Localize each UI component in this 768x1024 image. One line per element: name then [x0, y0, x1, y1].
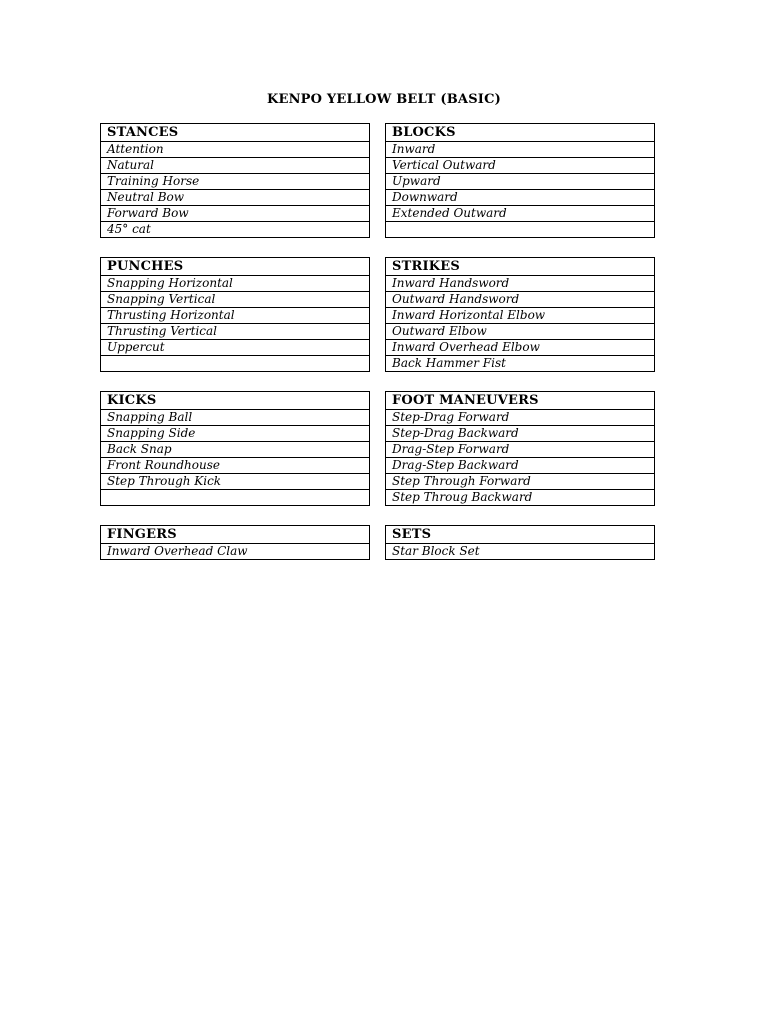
table-row [386, 490, 655, 506]
technique-item: Neutral Bow [101, 190, 370, 206]
technique-item: Step Through Kick [101, 474, 370, 490]
technique-item [386, 222, 655, 238]
table-row [386, 206, 655, 222]
technique-item: Inward Handsword [386, 276, 655, 292]
section-heading: FOOT MANEUVERS [386, 392, 655, 410]
table-row [101, 458, 370, 474]
section-heading: STANCES [101, 124, 370, 142]
technique-item: 45° cat [101, 222, 370, 238]
table-row [386, 544, 655, 560]
table-row [101, 426, 370, 442]
technique-item: Inward Overhead Claw [101, 544, 370, 560]
table-row [386, 426, 655, 442]
technique-item: Step-Drag Forward [386, 410, 655, 426]
technique-item: Vertical Outward [386, 158, 655, 174]
technique-item: Drag-Step Backward [386, 458, 655, 474]
table-row [101, 324, 370, 340]
table-row [101, 356, 370, 372]
technique-item: Snapping Ball [101, 410, 370, 426]
table-row [101, 222, 370, 238]
technique-item: Forward Bow [101, 206, 370, 222]
table-row [101, 308, 370, 324]
technique-item: Upward [386, 174, 655, 190]
table-row [101, 158, 370, 174]
technique-item: Extended Outward [386, 206, 655, 222]
technique-item: Inward Horizontal Elbow [386, 308, 655, 324]
section-heading: SETS [386, 526, 655, 544]
technique-item: Snapping Horizontal [101, 276, 370, 292]
technique-item: Step Throug Backward [386, 490, 655, 506]
section-heading: FINGERS [101, 526, 370, 544]
table-row [386, 356, 655, 372]
technique-item: Uppercut [101, 340, 370, 356]
table-row [101, 142, 370, 158]
table-row [386, 292, 655, 308]
technique-item: Attention [101, 142, 370, 158]
table-row [386, 324, 655, 340]
technique-item: Snapping Vertical [101, 292, 370, 308]
table-row [101, 410, 370, 426]
section-heading: PUNCHES [101, 258, 370, 276]
section-heading: STRIKES [386, 258, 655, 276]
technique-item: Thrusting Vertical [101, 324, 370, 340]
technique-grid [100, 123, 655, 560]
table-row [386, 276, 655, 292]
technique-item: Training Horse [101, 174, 370, 190]
table-row [386, 158, 655, 174]
section-blocks-table [385, 123, 655, 238]
table-row [101, 174, 370, 190]
section-heading: KICKS [101, 392, 370, 410]
table-row [386, 474, 655, 490]
technique-item: Drag-Step Forward [386, 442, 655, 458]
table-row [386, 142, 655, 158]
section-sets-table [385, 525, 655, 560]
section-kicks-table [100, 391, 370, 506]
table-row [101, 490, 370, 506]
section-fingers-table [100, 525, 370, 560]
table-row [386, 222, 655, 238]
page-title: KENPO YELLOW BELT (BASIC) [266, 92, 501, 107]
table-row [386, 340, 655, 356]
technique-item: Inward Overhead Elbow [386, 340, 655, 356]
table-row [386, 174, 655, 190]
technique-item: Front Roundhouse [101, 458, 370, 474]
technique-item [101, 490, 370, 506]
technique-item: Outward Elbow [386, 324, 655, 340]
section-heading: BLOCKS [386, 124, 655, 142]
technique-item: Outward Handsword [386, 292, 655, 308]
table-row [386, 190, 655, 206]
technique-item: Thrusting Horizontal [101, 308, 370, 324]
technique-item: Back Hammer Fist [386, 356, 655, 372]
table-row [101, 442, 370, 458]
technique-item: Snapping Side [101, 426, 370, 442]
technique-item: Back Snap [101, 442, 370, 458]
technique-item: Star Block Set [386, 544, 655, 560]
section-foot-maneuvers-table [385, 391, 655, 506]
technique-item: Step Through Forward [386, 474, 655, 490]
technique-item: Step-Drag Backward [386, 426, 655, 442]
technique-item: Inward [386, 142, 655, 158]
technique-item: Downward [386, 190, 655, 206]
table-row [386, 458, 655, 474]
table-row [101, 544, 370, 560]
table-row [386, 308, 655, 324]
section-punches-table [100, 257, 370, 372]
table-row [386, 410, 655, 426]
table-row [101, 340, 370, 356]
table-row [101, 276, 370, 292]
section-strikes-table [385, 257, 655, 372]
table-row [101, 474, 370, 490]
technique-item [101, 356, 370, 372]
section-stances-table [100, 123, 370, 238]
table-row [101, 206, 370, 222]
table-row [101, 190, 370, 206]
table-row [101, 292, 370, 308]
table-row [386, 442, 655, 458]
technique-item: Natural [101, 158, 370, 174]
